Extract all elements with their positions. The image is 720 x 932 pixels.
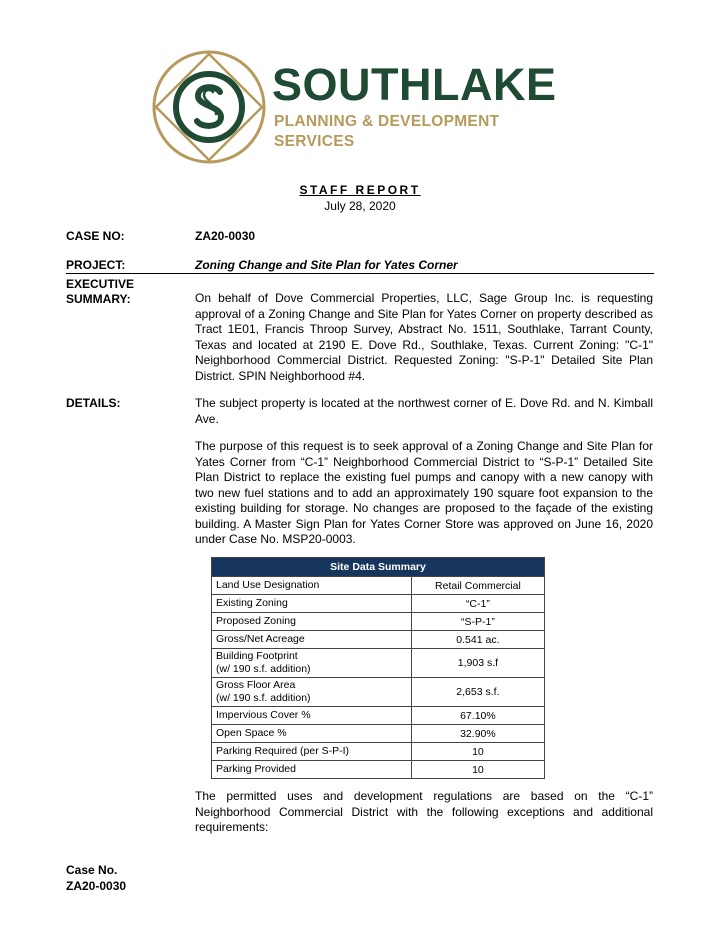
southlake-logo (150, 48, 580, 168)
table-cell-label-line1: Gross Floor Area (216, 679, 296, 691)
table-cell-label: Proposed Zoning (212, 613, 412, 631)
table-row (212, 595, 545, 613)
table-cell-value: 32.90% (411, 725, 544, 743)
table-row (212, 613, 545, 631)
executive-summary-text: On behalf of Dove Commercial Properties, LLC, Sage Group Inc. is requesting approval of a Zoning Change and Site Plan for Yates Corner on property described as Tract 1E01, Francis Throop Survey, Abstract No. 1511, Southlake, Tarrant County, Texas and located at 2190 E. Dove Rd., Southlake, Texas. Current Zoning: "C-1" Neighborhood Commercial District. Requested Zoning: "S-P-1" Detailed Site Plan District. SPIN Neighborhood #4. (195, 291, 653, 383)
footer-case-number (66, 862, 126, 894)
southlake-seal-icon (150, 48, 268, 166)
footer-case-label: Case No. (66, 863, 118, 877)
table-row (212, 707, 545, 725)
details-paragraph-2: The purpose of this request is to seek approval of a Zoning Change and Site Plan for Yates Corner from “C-1” Neighborhood Commercial District to “S-P-1” Detailed Site Plan District to replace the existing fuel pumps and canopy with a new canopy with two new fuel stations and to add an approximately 190 square foot expansion to the existing building for storage. No changes are proposed to the façade of the existing building. A Master Sign Plan for Yates Corner Store was approved on June 16, 2020 under Case No. MSP20-0003. (195, 439, 653, 546)
table-cell-label: Parking Provided (212, 761, 412, 779)
brand-subtitle-line1: PLANNING & DEVELOPMENT (274, 113, 500, 130)
report-date: July 28, 2020 (324, 199, 396, 213)
table-cell-value: “C-1” (411, 595, 544, 613)
site-data-table-title: Site Data Summary (212, 558, 545, 577)
table-cell-label-line1: Building Footprint (216, 650, 298, 662)
table-cell-label (212, 649, 412, 678)
table-row (212, 577, 545, 595)
case-number-value: ZA20-0030 (195, 229, 256, 243)
site-data-table (211, 557, 545, 779)
table-cell-value: “S-P-1” (411, 613, 544, 631)
executive-summary-label (66, 277, 134, 307)
table-row (212, 761, 545, 779)
executive-summary-label-line1: EXECUTIVE (66, 277, 135, 291)
table-cell-label: Existing Zoning (212, 595, 412, 613)
footer-case-value: ZA20-0030 (66, 879, 127, 893)
table-cell-value: 2,653 s.f. (411, 678, 544, 707)
table-cell-value: 67.10% (411, 707, 544, 725)
table-cell-label-line2: (w/ 190 s.f. addition) (216, 663, 311, 675)
table-cell-value: Retail Commercial (411, 577, 544, 595)
table-cell-value: 1,903 s.f (411, 649, 544, 678)
table-cell-value: 10 (411, 761, 544, 779)
brand-subtitle-line2: SERVICES (274, 133, 355, 150)
details-paragraph-1: The subject property is located at the northwest corner of E. Dove Rd. and N. Kimball Ave. (195, 396, 653, 426)
table-row (212, 631, 545, 649)
report-title: STAFF REPORT (299, 183, 421, 197)
table-row (212, 678, 545, 707)
project-value: Zoning Change and Site Plan for Yates Corner (195, 258, 458, 272)
table-row (212, 649, 545, 678)
section-divider (66, 273, 654, 274)
brand-name: SOUTHLAKE (272, 59, 557, 110)
table-row (212, 743, 545, 761)
regulations-paragraph: The permitted uses and development regulations are based on the “C-1” Neighborhood Commercial District with the following exceptions and additional requirements: (195, 789, 653, 834)
table-cell-value: 0.541 ac. (411, 631, 544, 649)
table-cell-label (212, 678, 412, 707)
executive-summary-label-line2: SUMMARY: (66, 292, 131, 306)
table-cell-label-line2: (w/ 190 s.f. addition) (216, 692, 311, 704)
table-row (212, 725, 545, 743)
project-label: PROJECT: (66, 258, 126, 272)
table-cell-value: 10 (411, 743, 544, 761)
table-cell-label: Parking Required (per S-P-I) (212, 743, 412, 761)
table-cell-label: Open Space % (212, 725, 412, 743)
table-cell-label: Gross/Net Acreage (212, 631, 412, 649)
case-number-label: CASE NO: (66, 229, 125, 243)
details-label: DETAILS: (66, 396, 121, 410)
table-cell-label: Impervious Cover % (212, 707, 412, 725)
table-cell-label: Land Use Designation (212, 577, 412, 595)
